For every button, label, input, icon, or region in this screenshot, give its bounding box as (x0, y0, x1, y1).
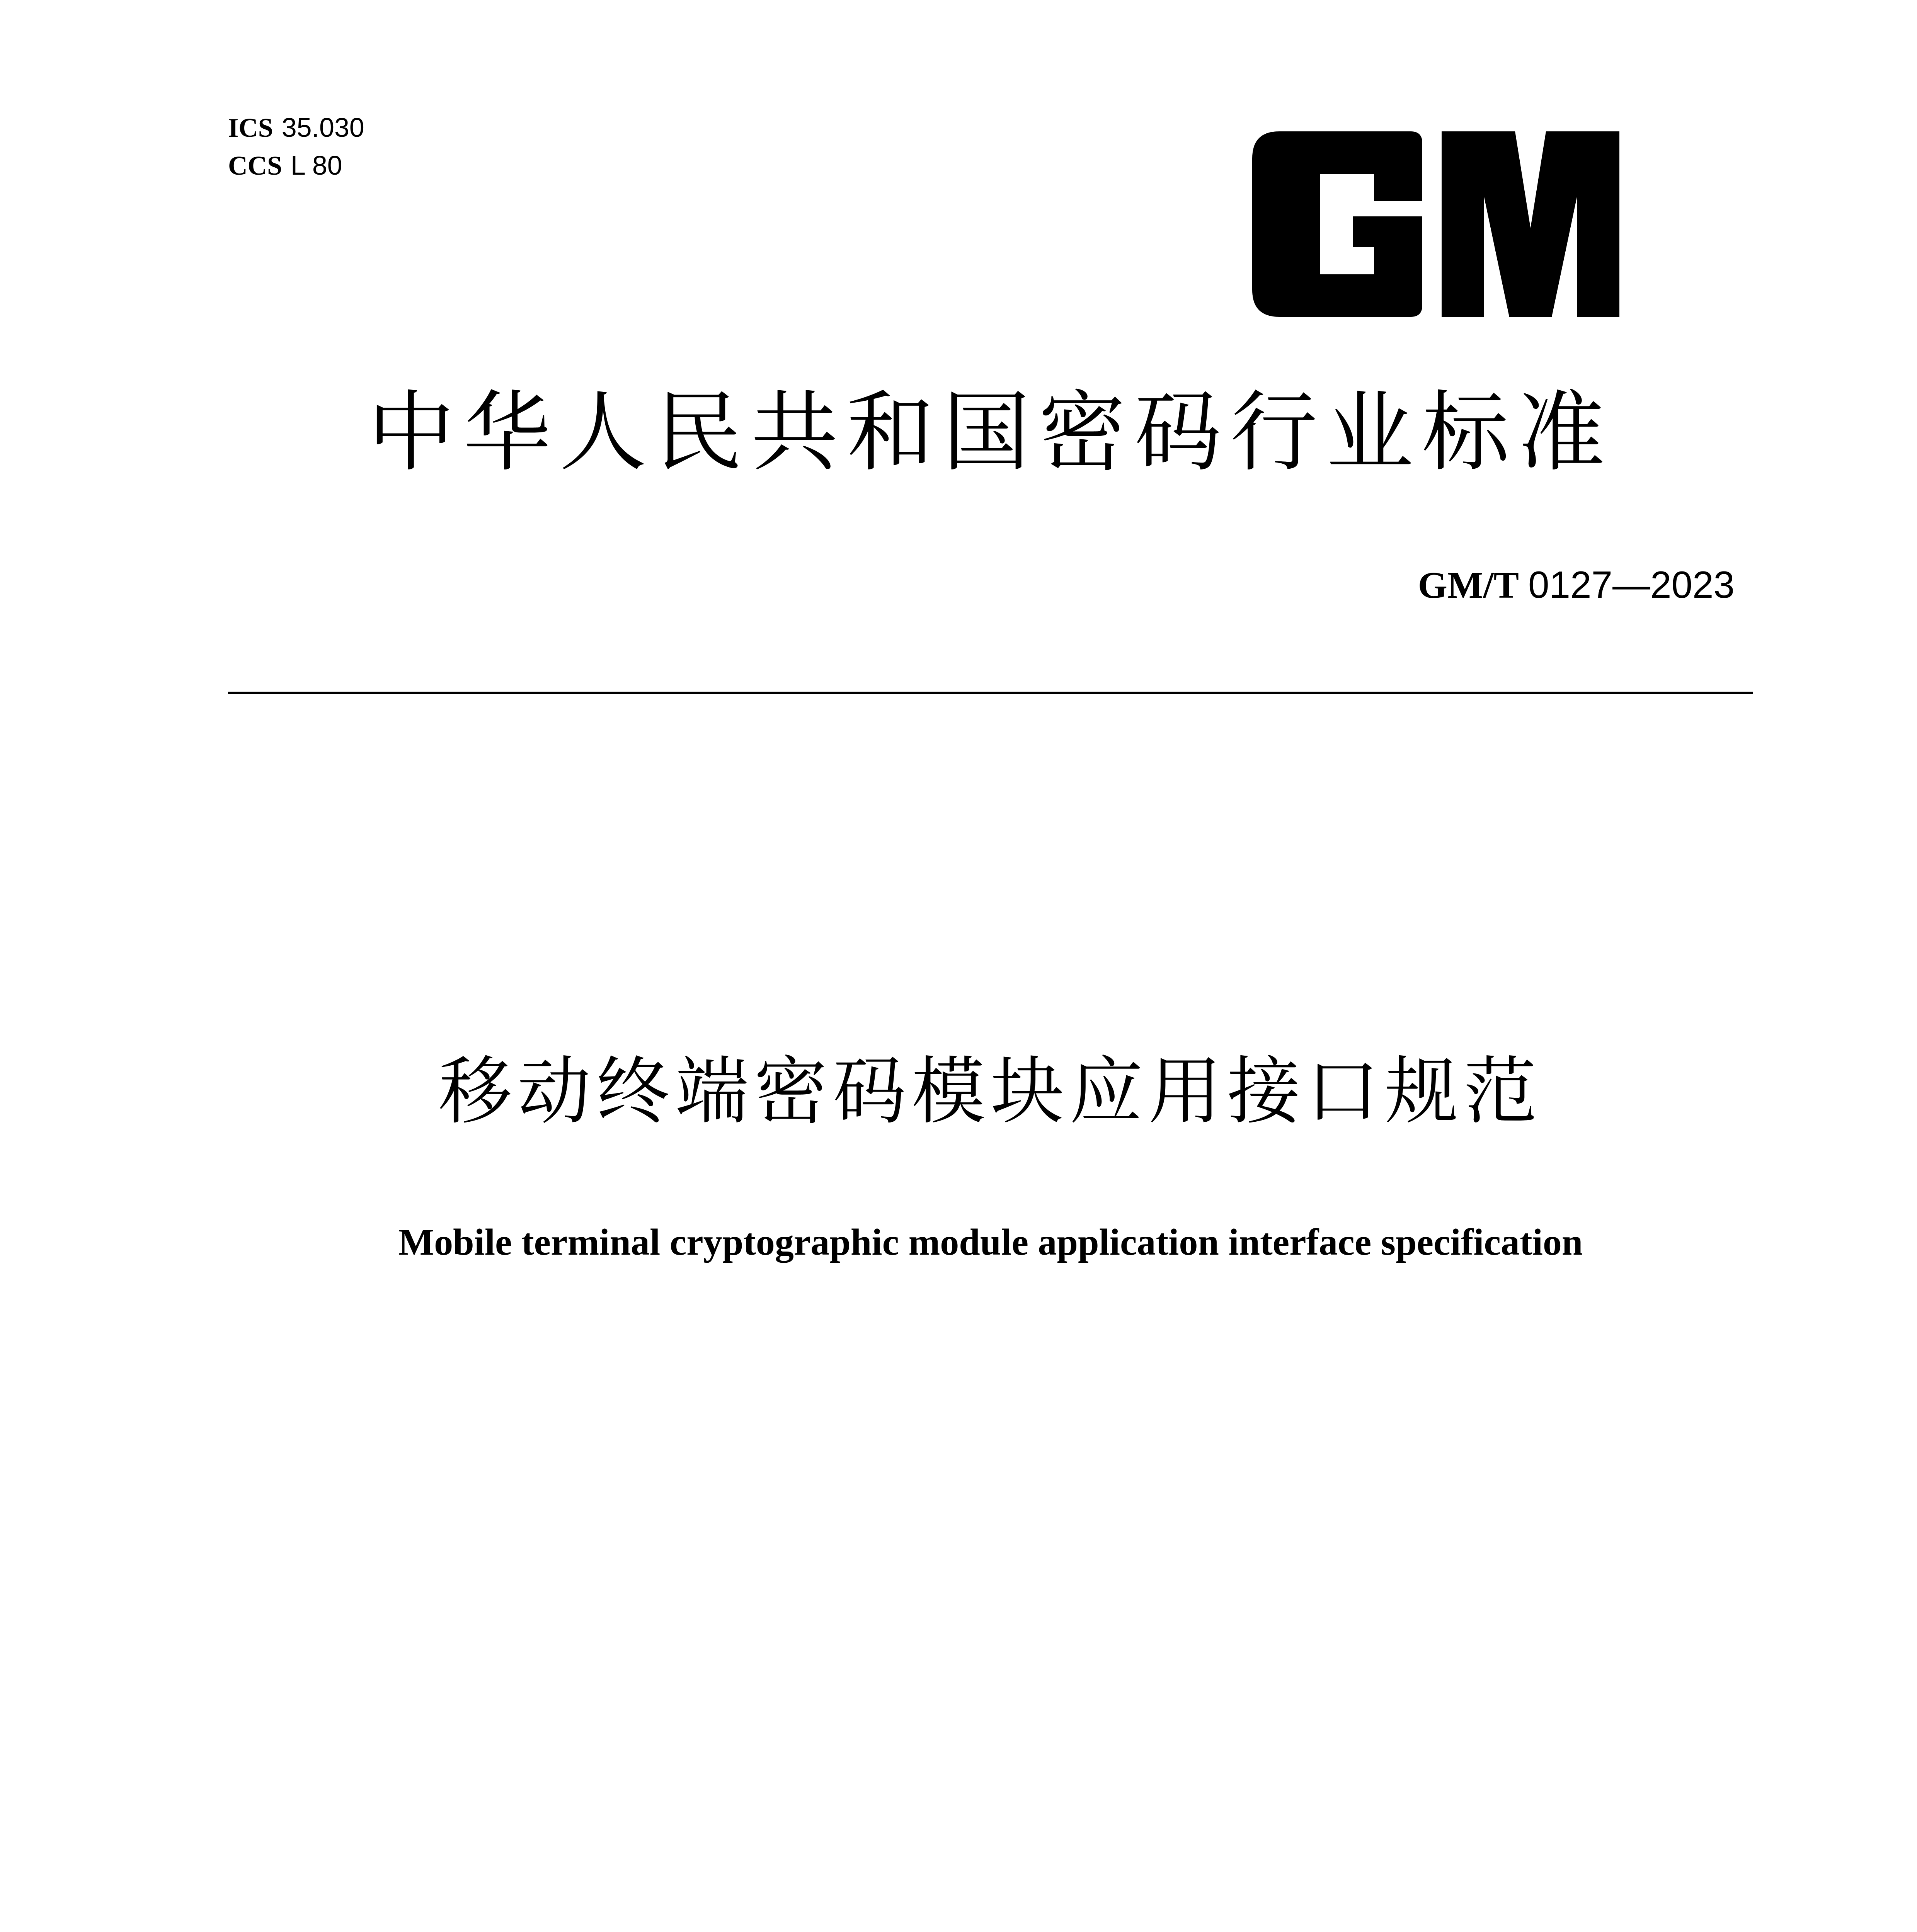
standard-number (1418, 560, 1735, 611)
ccs-row (228, 147, 364, 185)
classification-codes (228, 109, 364, 185)
ccs-value: L 80 (291, 150, 342, 180)
standard-category-title: 中华人民共和国密码行业标准 (367, 382, 1614, 483)
standard-number-year: 0127—2023 (1528, 563, 1735, 606)
gm-logo (1252, 131, 1619, 317)
top-divider (228, 692, 1753, 694)
ics-value: 35.030 (281, 112, 364, 143)
ics-row (228, 109, 364, 147)
standard-code: GM/T (1418, 565, 1519, 606)
document-title-en: Mobile terminal cryptographic module application interface specification (398, 1221, 1583, 1263)
document-title-zh: 移动终端密码模块应用接口规范 (438, 1049, 1542, 1134)
ics-label: ICS (228, 113, 273, 143)
ccs-label: CCS (228, 151, 283, 181)
